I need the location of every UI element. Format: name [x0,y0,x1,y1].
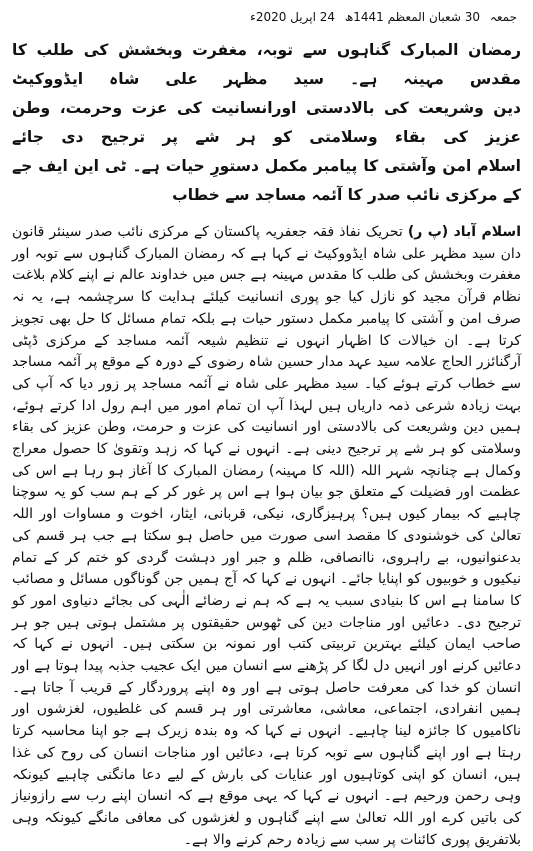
dateline-hijri: 30 شعبان المعظم 1441ھ [344,10,480,24]
headline-line: رمضان المبارک گناہوں سے توبہ، مغفرت وبخشش کی طلب کا مقدس مہینہ ہے۔ سید مظہر علی شاہ ایڈووکیٹ [12,41,521,88]
dateline-gregorian: 24 اپریل 2020ء [250,10,335,24]
dateline-weekday: جمعہ [489,10,517,24]
article-body [12,222,521,851]
article-dateline: اسلام آباد (پ ر) [407,224,521,240]
headline-line: دین وشریعت کی بالادستی اورانسانیت کی عزت وحرمت، وطن عزیز کی بقاء وسلامتی کو ہر شے پر ترجیح دی جائے [12,99,521,146]
headline [12,36,521,210]
dateline [12,8,517,26]
article-text: تحریک نفاذ فقہ جعفریہ پاکستان کے مرکزی نائب صدر سینئر قانون دان سید مظہر علی شاہ ایڈووکیٹ نے کہا ہے کہ رمضان المبارک گناہوں سے توبہ اور مغفرت وبخشش کی طلب کا مقدس مہینہ ہے جس میں خداوند عالم نے اپنے کلام بلاغت نظام قرآن مجید کو نازل کیا جو پوری انسانیت کیلئے ہدایت کا سرچشمہ ہے، یہ نہ صرف امن و آشتی کا پیامبر مکمل دستور حیات ہے بلکہ تمام مسائل کا حل بھی تجویز کرتا ہے۔ ان خیالات کا اظہار انہوں نے تنظیم شیعہ آئمہ مساجد کے مرکزی ڈپٹی آرگنائزر الحاج علامہ سید عہد مدار حسین شاہ رضوی کے دورہ کے موقع پر آئمہ مساجد سے خطاب کرتے ہوئے کیا۔ سید مظہر علی شاہ نے آئمہ مساجد پر زور دیا کہ آپ کی بہت زیادہ شرعی ذمہ داریاں ہیں لہذا آپ ان تمام امور میں اہم رول ادا کرتے ہوئے، ہمیں دین وشریعت کی بالادستی اور انسانیت کی عزت و حرمت، وطن عزیز کی بقاء وسلامتی کو ہر شے پر ترجیح دینی ہے۔ انہوں نے کہا کہ زہد وتقویٰ کا حصول معراج وکمال ہے چنانچہ شہر اللہ (اللہ کا مہینہ) رمضان المبارک کا آغاز ہو رہا ہے اس کی عظمت اور فضیلت کے متعلق جو بیان ہوا ہے اس پر غور کر کے ہم سب کو یہ سوچنا چاہیے کہ بیمار کیوں ہیں؟ پرہیزگاری، نیکی، قربانی، ایثار، اخوت و مساوات اور اللہ تعالیٰ کی خوشنودی کا مقصد اسی صورت میں حاصل ہو سکتا ہے جب ہر قسم کی بدعنوانیوں، بے راہروی، ناانصافی، ظلم و جبر اور دہشت گردی کو ختم کر کے تمام نیکیوں و خوبیوں کو اپنایا جائے۔ انہوں نے کہا کہ آج ہمیں جن گوناگوں مسائل و مصائب کا سامنا ہے اس کا بنیادی سبب یہ ہے کہ ہم نے رضائے الٰہی کی بجائے دنیاوی امور کو ترجیح دی۔ دعائیں اور مناجات دین کی ٹھوس حقیقتوں پر مشتمل ہوتی ہیں جو ہر صاحب ایمان کیلئے بہترین تربیتی کتب اور نمونہ بن سکتی ہیں۔ انہوں نے کہا کہ دعائیں کرنے اور انہیں دل لگا کر پڑھنے سے انسان میں ایک عجیب جذبہ پیدا ہوتا ہے اور انسان کو خدا کی معرفت حاصل ہوتی ہے اور وہ اپنے پروردگار کے قریب آ جاتا ہے۔ ہمیں انفرادی، اجتماعی، معاشی، معاشرتی اور ہر قسم کی غلطیوں، لغزشوں اور ناکامیوں کا جائزہ لینا چاہیے۔ انہوں نے کہا کہ وہ بندہ زیرک ہے جو اپنا محاسبہ کرتا رہتا ہے اور اپنے گناہوں سے توبہ کرتا ہے، دعائیں اور مناجات انسان کی روح کی غذا ہیں، انسان کو اپنی کوتاہیوں اور عنایات کی بارش کے لیے دعا مانگنی چاہیے کیونکہ وہی رحمن ورحیم ہے۔ انہوں نے کہا کہ یہی موقع ہے کہ انسان اپنے رب سے رازونیاز کی باتیں کرے اور اللہ تعالیٰ سے اپنے گناہوں و لغزشوں کی معافی مانگے کیونکہ وہی بلاتفریق پوری کائنات پر سب سے زیادہ رحم کرنے والا ہے۔ [12,224,521,848]
article-paragraph [12,222,521,851]
headline-line: اسلام امن وآشتی کا پیامبر مکمل دستورِ حیات ہے۔ ٹی این ایف جے کے مرکزی نائب صدر کا آئمہ مساجد سے خطاب [12,157,521,204]
